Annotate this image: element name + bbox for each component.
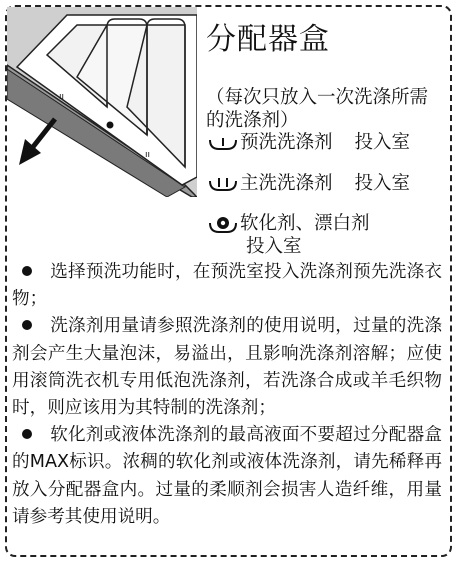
note-item [12, 313, 442, 422]
bullet-icon [22, 266, 32, 276]
compartment-label: 预洗洗涤剂 [240, 132, 333, 153]
softener-flower-icon [206, 213, 240, 235]
compartment-label: 软化剂、漂白剂 [240, 213, 370, 234]
note-item [12, 259, 442, 313]
compartment-action: 投入室 [354, 173, 411, 194]
compartment-action: 投入室 [354, 132, 411, 153]
intro-text: （每次只放入一次洗涤所需的洗涤剂） [206, 87, 429, 131]
notes-list [12, 259, 442, 531]
bullet-icon [22, 429, 32, 439]
compartment-action: 投入室 [246, 236, 302, 257]
compartment-prewash [206, 131, 410, 154]
mainwash-symbol-icon [206, 173, 240, 195]
prewash-symbol-icon [206, 132, 240, 154]
svg-text:ıı: ıı [145, 150, 151, 160]
note-text: 洗涤剂用量请参照洗涤剂的使用说明，过量的洗涤剂会产生大量泡沫，易溢出，且影响洗涤剂溶解；应使用滚筒洗衣机专用低泡洗涤剂，若洗涤合成或羊毛织物时，则应该用为其特制的洗涤剂； [12, 316, 442, 419]
page-title: 分配器盒 [206, 22, 330, 57]
compartment-softener [206, 212, 370, 258]
note-text: 选择预洗功能时，在预洗室投入洗涤剂预先洗涤衣物； [12, 262, 442, 310]
compartment-label-block [240, 212, 370, 258]
compartment-label: 主洗洗涤剂 [240, 173, 333, 194]
note-item [12, 422, 442, 531]
dispenser-drawer-illustration [7, 7, 197, 197]
note-text: 软化剂或液体洗涤剂的最高液面不要超过分配器盒的MAX标识。浓稠的软化剂或液体洗涤剂，请先稀释再放入分配器盒内。过量的柔顺剂会损害人造纤维，用量请参考其使用说明。 [12, 425, 442, 527]
svg-text:ıı: ıı [59, 92, 65, 102]
bullet-icon [22, 320, 32, 330]
compartment-mainwash [206, 172, 410, 195]
